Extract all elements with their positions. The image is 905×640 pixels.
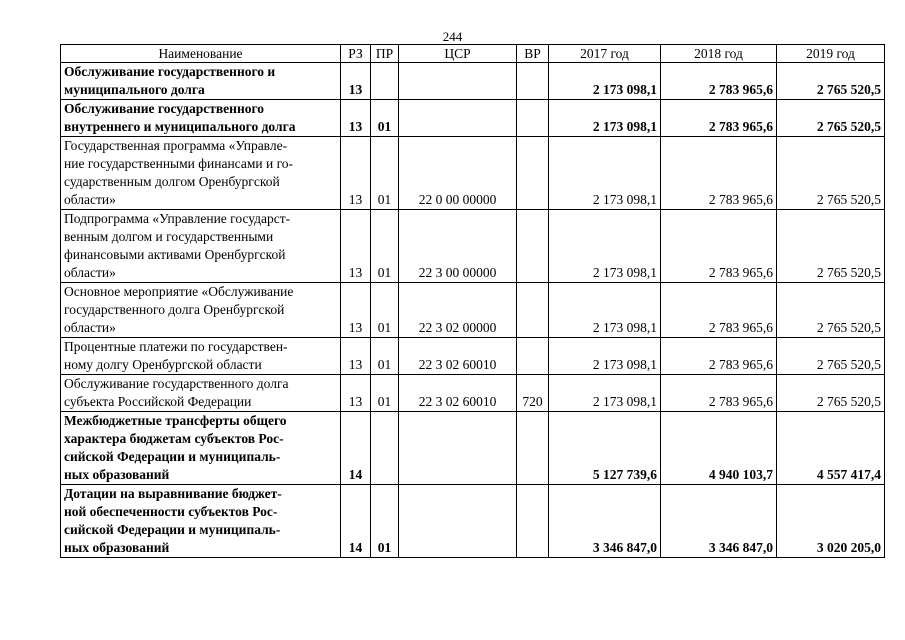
cell-name-line: сийской Федерации и муниципаль-	[64, 449, 281, 464]
cell-2017: 5 127 739,6	[549, 412, 661, 485]
table-body	[61, 63, 885, 558]
header-csr: ЦСР	[399, 45, 517, 63]
cell-2018: 2 783 965,6	[661, 100, 777, 137]
cell-2019: 2 765 520,5	[777, 63, 885, 100]
cell-name	[61, 100, 341, 137]
cell-rz: 13	[341, 338, 371, 375]
cell-vr	[517, 100, 549, 137]
cell-name-line: Дотации на выравнивание бюджет-	[64, 486, 282, 501]
table-row	[61, 375, 885, 412]
cell-name-line: Государственная программа «Управле-	[64, 138, 288, 153]
cell-name-line: Обслуживание государственного долга	[64, 376, 289, 391]
cell-pr: 01	[371, 338, 399, 375]
cell-name-line: Основное мероприятие «Обслуживание	[64, 284, 294, 299]
cell-name-line: ной обеспеченности субъектов Рос-	[64, 504, 278, 519]
table-row	[61, 210, 885, 283]
cell-2017: 3 346 847,0	[549, 485, 661, 558]
cell-2018: 4 940 103,7	[661, 412, 777, 485]
cell-name-line: ному долгу Оренбургской области	[64, 357, 262, 372]
cell-name-line: внутреннего и муниципального долга	[64, 119, 296, 134]
cell-name	[61, 485, 341, 558]
cell-rz: 13	[341, 137, 371, 210]
cell-name	[61, 412, 341, 485]
cell-name	[61, 338, 341, 375]
cell-vr	[517, 485, 549, 558]
cell-name	[61, 137, 341, 210]
cell-name-line: финансовыми активами Оренбургской	[64, 247, 286, 262]
cell-2018: 2 783 965,6	[661, 375, 777, 412]
cell-rz: 13	[341, 283, 371, 338]
cell-name-line: ных образований	[64, 540, 170, 555]
cell-vr	[517, 283, 549, 338]
cell-rz: 13	[341, 100, 371, 137]
cell-2019: 2 765 520,5	[777, 375, 885, 412]
cell-2019: 3 020 205,0	[777, 485, 885, 558]
cell-rz: 13	[341, 63, 371, 100]
cell-vr	[517, 63, 549, 100]
cell-2017: 2 173 098,1	[549, 137, 661, 210]
table-row	[61, 283, 885, 338]
cell-name-line: государственного долга Оренбургской	[64, 302, 285, 317]
header-row	[61, 45, 885, 63]
cell-2019: 2 765 520,5	[777, 283, 885, 338]
cell-csr	[399, 100, 517, 137]
cell-2019: 2 765 520,5	[777, 137, 885, 210]
header-2019: 2019 год	[777, 45, 885, 63]
cell-vr	[517, 137, 549, 210]
cell-csr: 22 3 02 00000	[399, 283, 517, 338]
cell-2018: 2 783 965,6	[661, 137, 777, 210]
cell-name-line: области»	[64, 265, 116, 280]
cell-name-line: сударственным долгом Оренбургской	[64, 174, 280, 189]
cell-pr: 01	[371, 210, 399, 283]
cell-2017: 2 173 098,1	[549, 210, 661, 283]
cell-rz: 13	[341, 210, 371, 283]
header-vr: ВР	[517, 45, 549, 63]
cell-csr	[399, 485, 517, 558]
cell-rz: 14	[341, 412, 371, 485]
cell-vr	[517, 338, 549, 375]
cell-name	[61, 283, 341, 338]
cell-2019: 4 557 417,4	[777, 412, 885, 485]
cell-csr: 22 3 02 60010	[399, 375, 517, 412]
table-row	[61, 338, 885, 375]
cell-pr	[371, 63, 399, 100]
cell-csr	[399, 412, 517, 485]
cell-name-line: муниципального долга	[64, 82, 205, 97]
header-name: Наименование	[61, 45, 341, 63]
cell-name-line: венным долгом и государственными	[64, 229, 274, 244]
cell-name-line: области»	[64, 320, 116, 335]
cell-rz: 13	[341, 375, 371, 412]
cell-pr: 01	[371, 137, 399, 210]
cell-name-line: Обслуживание государственного	[64, 101, 265, 116]
cell-name	[61, 210, 341, 283]
cell-name-line: субъекта Российской Федерации	[64, 394, 252, 409]
cell-name-line: Подпрограмма «Управление государст-	[64, 211, 291, 226]
cell-vr	[517, 412, 549, 485]
cell-2017: 2 173 098,1	[549, 375, 661, 412]
cell-pr: 01	[371, 485, 399, 558]
cell-rz: 14	[341, 485, 371, 558]
table-row	[61, 137, 885, 210]
cell-name-line: Межбюджетные трансферты общего	[64, 413, 287, 428]
cell-2019: 2 765 520,5	[777, 210, 885, 283]
cell-name-line: области»	[64, 192, 116, 207]
cell-2018: 2 783 965,6	[661, 338, 777, 375]
header-2017: 2017 год	[549, 45, 661, 63]
cell-name-line: характера бюджетам субъектов Рос-	[64, 431, 284, 446]
table-row	[61, 412, 885, 485]
cell-csr: 22 3 02 60010	[399, 338, 517, 375]
cell-2017: 2 173 098,1	[549, 100, 661, 137]
cell-2019: 2 765 520,5	[777, 338, 885, 375]
cell-2019: 2 765 520,5	[777, 100, 885, 137]
cell-2017: 2 173 098,1	[549, 283, 661, 338]
cell-csr	[399, 63, 517, 100]
cell-name	[61, 375, 341, 412]
cell-pr: 01	[371, 283, 399, 338]
cell-2017: 2 173 098,1	[549, 63, 661, 100]
cell-2017: 2 173 098,1	[549, 338, 661, 375]
table-row	[61, 485, 885, 558]
budget-table	[60, 44, 885, 558]
cell-name-line: ние государственными финансами и го-	[64, 156, 294, 171]
cell-vr	[517, 210, 549, 283]
cell-2018: 3 346 847,0	[661, 485, 777, 558]
cell-csr: 22 0 00 00000	[399, 137, 517, 210]
cell-name-line: Обслуживание государственного и	[64, 64, 276, 79]
cell-pr: 01	[371, 375, 399, 412]
cell-name-line: ных образований	[64, 467, 170, 482]
page-number: 244	[442, 29, 463, 44]
cell-vr: 720	[517, 375, 549, 412]
table-row	[61, 100, 885, 137]
cell-pr: 01	[371, 100, 399, 137]
table-row	[61, 63, 885, 100]
cell-pr	[371, 412, 399, 485]
header-pr: ПР	[371, 45, 399, 63]
cell-2018: 2 783 965,6	[661, 283, 777, 338]
cell-name-line: Процентные платежи по государствен-	[64, 339, 288, 354]
cell-2018: 2 783 965,6	[661, 210, 777, 283]
header-rz: РЗ	[341, 45, 371, 63]
cell-name	[61, 63, 341, 100]
cell-csr: 22 3 00 00000	[399, 210, 517, 283]
cell-2018: 2 783 965,6	[661, 63, 777, 100]
header-2018: 2018 год	[661, 45, 777, 63]
cell-name-line: сийской Федерации и муниципаль-	[64, 522, 281, 537]
